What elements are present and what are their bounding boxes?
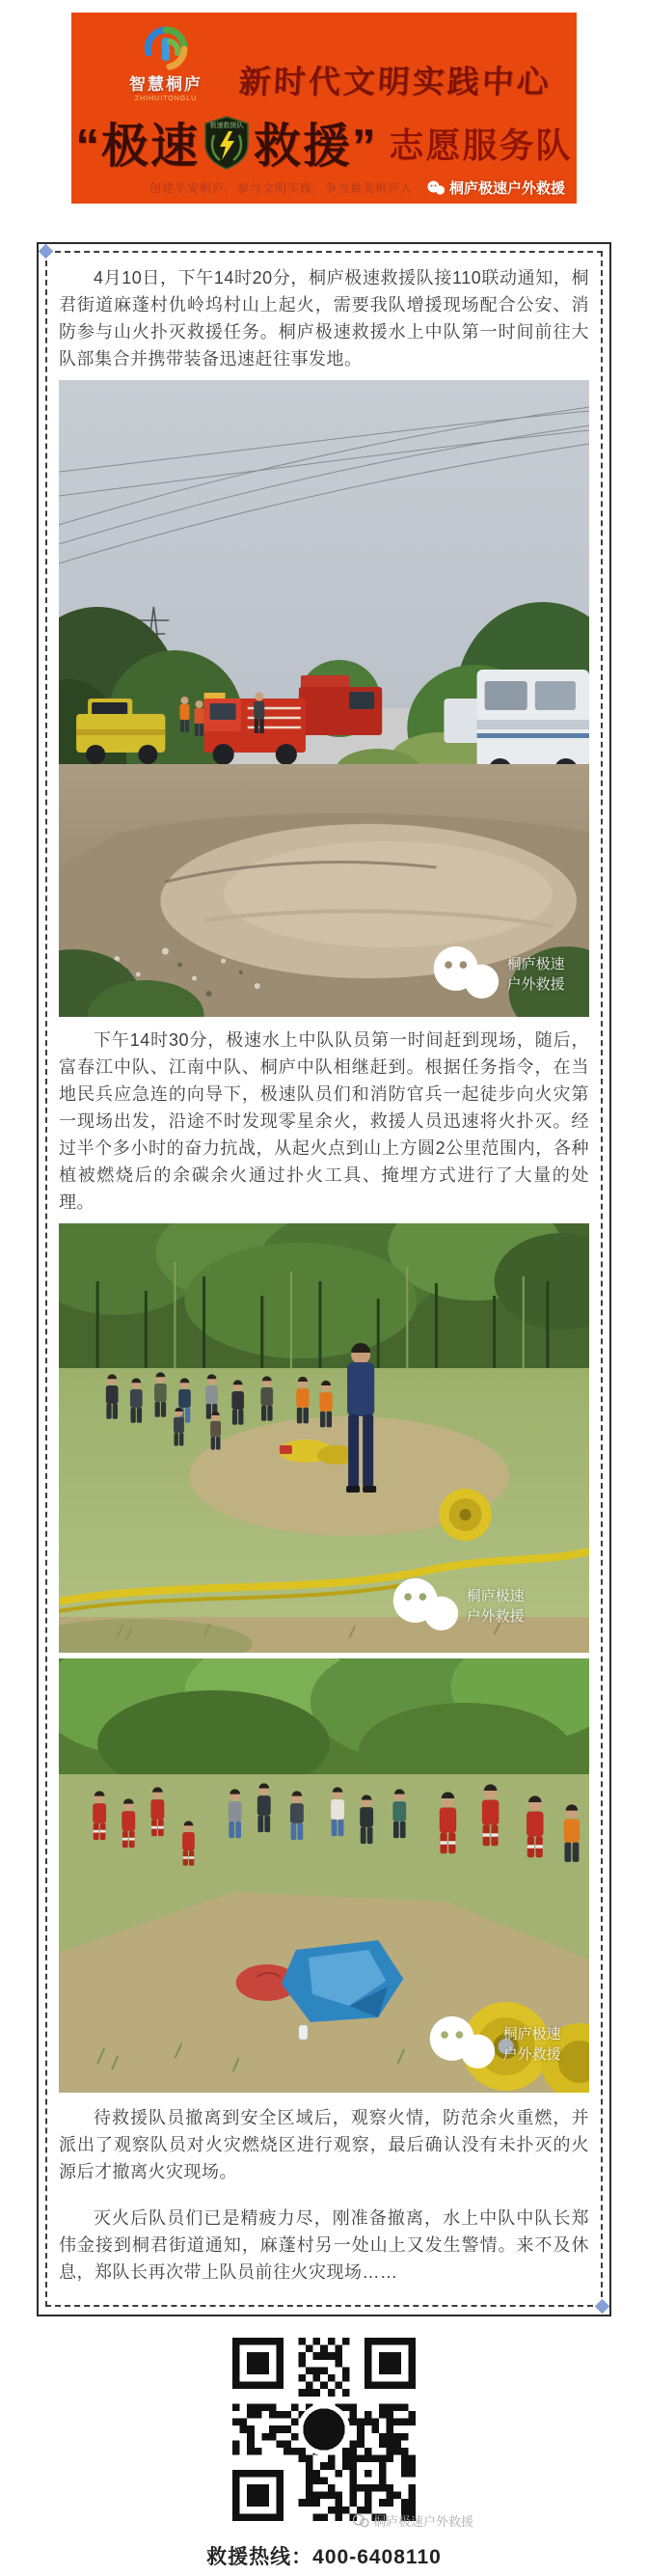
team-title-left: “极速 [75,121,200,173]
qr-code-graphic [232,2338,416,2521]
banner-watermark [426,178,565,198]
logo-subtitle: ZHIHUITONGLU [134,96,198,102]
article-paragraph-4: 灭火后队员们已是精疲力尽，刚准备撤离，水上中队中队长郑伟金接到桐君街道通知，麻蓬村另一处山上又发生警情。来不及休息，郑队长再次带上队员前往火灾现场…… [59,2208,589,2282]
article-paragraph-1: 4月10日，下午14时20分，桐庐极速救援队接110联动通知，桐君街道麻蓬村仇岭坞村山上起火，需要我队增援现场配合公安、消防参与山火扑灭救援任务。桐庐极速救援水上中队第一时间前往大队部集合并携带装备迅速赶往事发地。 [59,268,589,369]
wechat-bubbles-icon [424,2014,499,2073]
corner-diamond-top-left [39,244,54,260]
article-dashed-frame [45,251,603,2307]
team-title-right: 救援” [253,121,378,173]
article-paragraph-3: 待救援队员撤离到安全区域后，观察火情，防范余火重燃，并派出了观察队员对火灾燃烧区进行观察，最后确认没有未扑灭的火源后才撤离火灾现场。 [59,2108,589,2181]
wechat-bubbles-icon [426,180,446,196]
rescue-hotline: 救援热线：400-6408110 [206,2546,442,2568]
wechat-bubbles-icon [352,2514,369,2528]
logo-title: 智慧桐庐 [129,75,202,94]
banner [71,13,577,204]
photo-forest-clearing[interactable] [59,1223,589,1653]
article-box [37,242,611,2316]
banner-org-title: 新时代文明实践中心 [237,64,553,99]
qr-watermark: 桐庐极速户外救援 [352,2511,473,2530]
logo-mark-icon [141,24,191,72]
photo-watermark: 桐庐极速户外救援 [388,1576,527,1635]
photo-watermark: 桐庐极速户外救援 [424,2014,564,2073]
wechat-bubbles-icon [388,1576,462,1635]
qr-code [232,2338,473,2529]
photo-watermark: 桐庐极速户外救援 [428,945,568,1003]
banner-footer [149,178,565,198]
team-title-suffix: 志愿服务队 [389,124,573,165]
photo-fire-scene-road[interactable] [59,380,589,1017]
badge-label: 极速救援队 [209,123,244,129]
zhihui-tonglu-logo [116,24,216,102]
wechat-bubbles-icon [428,945,502,1003]
banner-watermark-text: 桐庐极速户外救援 [448,180,565,197]
banner-team-title [71,109,577,177]
banner-slogan: 创建平安桐庐，参与文明实践，争当最美桐庐人 [148,181,413,195]
corner-diamond-bottom-right [595,2299,610,2315]
photo-hillside-team[interactable] [59,1658,589,2093]
photo-1-graphic [59,380,589,1017]
article-paragraph-2: 下午14时30分，极速水上中队队员第一时间赶到现场，随后，富春江中队、江南中队、桐庐中队相继赶到。根据任务指令，在当地民兵应急连的向导下，极速队员们和消防官兵一起徒步向火灾第一现场出发，沿途不时发现零星余火，救援人员迅速将火扑灭。经过半个多小时的奋力抗战，从起火点到山上方圆2公里范围内，各种植被燃烧后的余碳余火通过扑火工具、掩埋方式进行了大量的处理。 [59,1030,589,1212]
rescue-team-badge-icon [202,116,251,170]
